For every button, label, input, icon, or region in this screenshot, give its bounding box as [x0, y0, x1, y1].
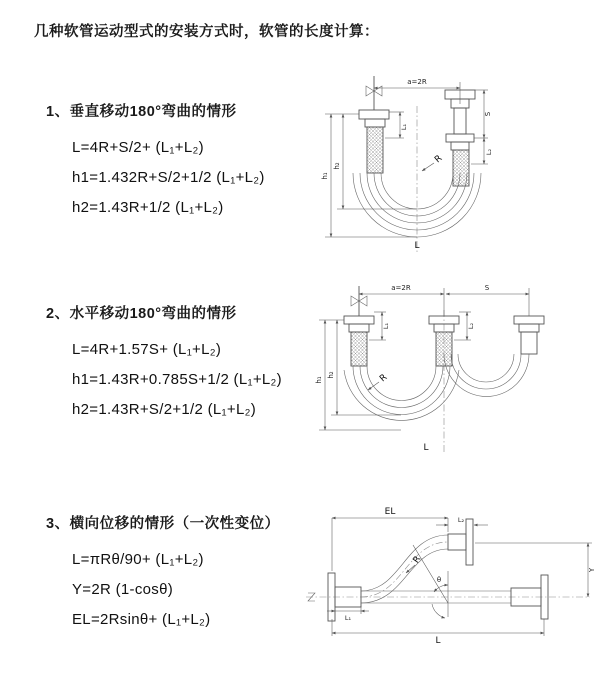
dim-label-l-overall: L — [414, 241, 420, 251]
left-pipe-fitting — [344, 316, 374, 366]
dim-label-a2r: a=2R — [407, 78, 427, 86]
section-heading: 3、横向位移的情形（一次性变位） — [46, 516, 280, 532]
angle-construction — [413, 545, 448, 618]
formula-line: L=πRθ/90+ (L₁+L₂) — [72, 551, 204, 568]
section-1 — [46, 100, 265, 223]
left-pipe-fitting — [359, 110, 389, 173]
hose-displaced-s-curve — [361, 535, 448, 603]
dim-label-l1: L₁ — [344, 614, 352, 622]
section-heading: 2、水平移动180°弯曲的情形 — [46, 306, 237, 322]
hose-u-bend-position-2 — [444, 354, 529, 396]
dim-label-l1: L₁ — [382, 322, 390, 330]
dim-label-r: R — [433, 153, 445, 166]
right-upper-flange-fitting — [448, 519, 473, 565]
dim-label-theta: θ — [436, 576, 442, 584]
formula-line: L=4R+S/2+ (L₁+L₂) — [72, 139, 204, 156]
formula-list — [72, 133, 265, 223]
dim-label-l-overall: L — [423, 443, 429, 453]
diagram-3-drawing — [298, 503, 598, 645]
diagram-vertical-180-bend — [310, 68, 595, 267]
dim-label-s: S — [484, 284, 490, 292]
valve-icon — [351, 286, 367, 316]
dim-label-el: EL — [384, 507, 396, 517]
dim-label-s: S — [484, 111, 492, 117]
formula-line: h2=1.43R+S/2+1/2 (L₁+L₂) — [72, 401, 257, 418]
dim-label-r: R — [378, 372, 390, 385]
formula-list — [72, 335, 282, 425]
formula-line: h1=1.432R+S/2+1/2 (L₁+L₂) — [72, 169, 265, 186]
diagram-1-drawing — [310, 68, 595, 262]
diagram-horizontal-180-bend — [310, 280, 595, 463]
dim-label-h2: h₂ — [333, 162, 341, 170]
dim-label-l2: L₂ — [485, 148, 493, 156]
right-pipe-fitting — [514, 316, 544, 354]
dim-label-a2r: a=2R — [391, 284, 411, 292]
dim-label-l1: L₁ — [400, 123, 408, 131]
dim-label-r: R — [411, 554, 424, 566]
dim-label-l2: L₂ — [467, 322, 475, 330]
formula-line: h1=1.43R+0.785S+1/2 (L₁+L₂) — [72, 371, 282, 388]
leader-line — [368, 382, 379, 390]
dim-label-h1: h₁ — [315, 376, 323, 384]
dim-label-h1: h₁ — [321, 172, 329, 180]
diagram-2-drawing — [310, 280, 595, 458]
section-heading: 1、垂直移动180°弯曲的情形 — [46, 104, 237, 120]
section-3 — [46, 512, 280, 635]
page-title: 几种软管运动型式的安装方式时，软管的长度计算： — [34, 24, 379, 40]
hose-u-bend-position-1 — [344, 366, 459, 420]
valve-icon — [366, 76, 382, 110]
leader-line — [422, 163, 434, 171]
dim-label-l2: L₂ — [457, 516, 465, 524]
formula-line: Y=2R (1-cosθ) — [72, 581, 174, 598]
diagram-lateral-displacement — [298, 503, 598, 650]
right-pipe-fitting — [445, 90, 475, 186]
dim-label-l-overall: L — [435, 636, 441, 645]
formula-line: h2=1.43R+1/2 (L₁+L₂) — [72, 199, 224, 216]
section-2 — [46, 302, 282, 425]
formula-list — [72, 545, 280, 635]
formula-line: L=4R+1.57S+ (L₁+L₂) — [72, 341, 222, 358]
dim-label-h2: h₂ — [327, 371, 335, 379]
dim-label-y: Y — [588, 567, 596, 573]
formula-line: EL=2Rsinθ+ (L₁+L₂) — [72, 611, 211, 628]
